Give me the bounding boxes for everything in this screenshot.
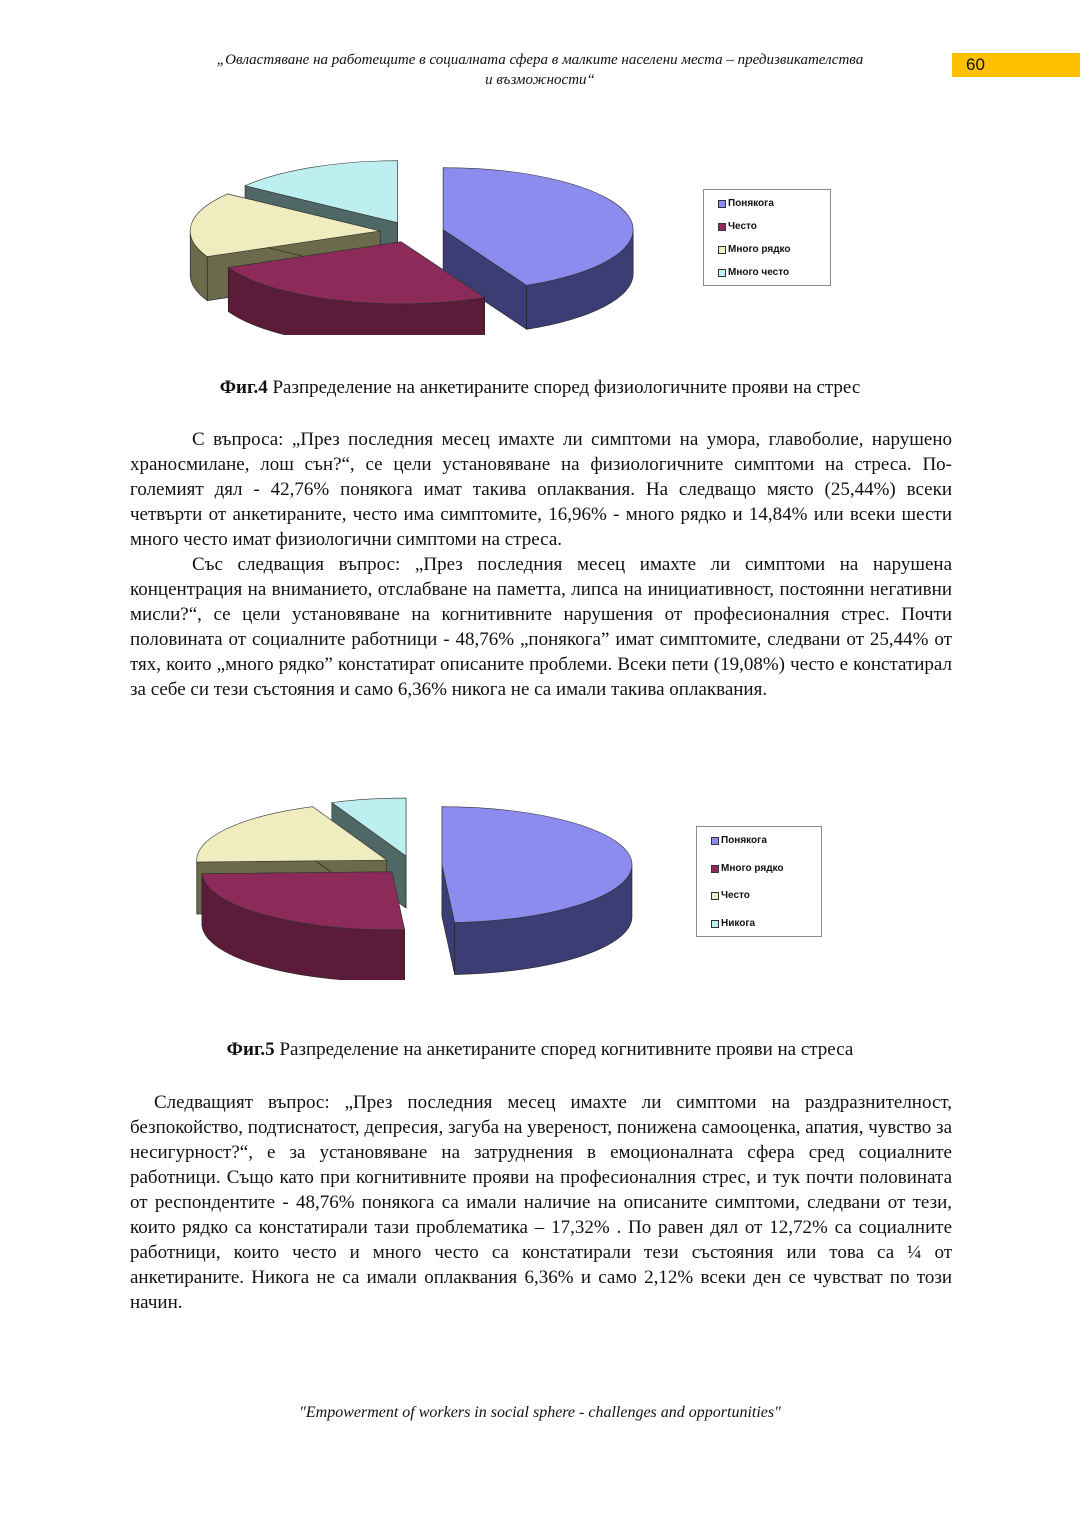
header-title-line2: и възможности“ bbox=[485, 72, 595, 88]
paragraph-physiological: С въпроса: „През последния месец имахте ли симптоми на умора, главоболие, нарушено храносмилане, лош сън?“, се цели установяване на физиологичните симптоми на стреса. По-големият дял - 42,76% понякога имат такива оплаквания. На следващо място (25,44%) всеки четвърти от анкетираните, често има симптомите, 16,96% - много рядко и 14,84% или всеки шести много често имат физиологични симптоми на стреса. bbox=[130, 429, 952, 550]
pie-slice-0 bbox=[442, 807, 632, 975]
running-footer: "Empowerment of workers in social sphere - challenges and opportunities" bbox=[299, 1404, 781, 1421]
figure4-legend bbox=[703, 189, 831, 286]
figure5-legend bbox=[696, 826, 822, 937]
legend-item bbox=[728, 196, 822, 219]
legend-swatch bbox=[718, 200, 726, 208]
legend-swatch bbox=[711, 865, 719, 873]
legend-swatch bbox=[718, 246, 726, 254]
legend-swatch bbox=[711, 837, 719, 845]
legend-item bbox=[728, 219, 822, 242]
legend-item bbox=[721, 861, 813, 889]
legend-label: Много често bbox=[728, 267, 790, 278]
legend-label: Често bbox=[728, 221, 757, 232]
legend-swatch bbox=[718, 223, 726, 231]
figure5-caption bbox=[130, 1038, 950, 1062]
legend-label: Често bbox=[721, 890, 750, 901]
legend-label: Понякога bbox=[721, 835, 767, 846]
legend-swatch bbox=[711, 920, 719, 928]
body-text-section-2 bbox=[130, 1090, 952, 1315]
legend-label: Никога bbox=[721, 917, 756, 929]
figure4-caption bbox=[130, 376, 950, 400]
legend-item bbox=[721, 916, 813, 944]
figure5-caption-label: Фиг.5 bbox=[226, 1039, 275, 1060]
legend-swatch bbox=[718, 269, 726, 277]
body-text-section-1 bbox=[130, 427, 952, 702]
figure4-caption-label: Фиг.4 bbox=[219, 377, 268, 398]
paragraph-emotional: Следващият въпрос: „През последния месец имахте ли симптоми на раздразнителност, безпокойство, подтиснатост, депресия, загуба на увереност, понижена самооценка, апатия, чувство за несигурност?“, е за установяване на затруднения в емоционалната сфера сред социалните работници. Също като при когнитивните прояви на професионалния стрес, и тук почти половината от респондентите - 48,76% понякога са имали наличие на описаните симптоми, следвани от тези, които рядко са констатирали тази проблематика – 17,32% . По равен дял от 12,72% са социалните работници, които често и много често са констатирали тези състояния или това са ¼ от анкетираните. Никога не са имали оплаквания 6,36% и само 2,12% всеки ден се чувстват по този начин. bbox=[130, 1092, 952, 1313]
legend-label: Понякога bbox=[728, 198, 774, 209]
legend-item bbox=[728, 265, 822, 288]
figure4-caption-text: Разпределение на анкетираните според физиологичните прояви на стрес bbox=[267, 377, 861, 398]
header-title-line1: „Овластяване на работещите в социалната сфера в малките населени места – предизвикателства bbox=[216, 52, 864, 68]
legend-item bbox=[728, 242, 822, 265]
pie-slice-1 bbox=[202, 872, 405, 980]
figure5-caption-text: Разпределение на анкетираните според когнитивните прояви на стреса bbox=[274, 1039, 854, 1060]
paragraph-cognitive: Със следващия въпрос: „През последния месец имахте ли симптоми на нарушена концентрация на вниманието, отслабване на паметта, липса на инициативност, постоянни негативни мисли?“, се цели установяване на когнитивните нарушения от професионалния стрес. Почти половината от социалните работници - 48,76% „понякога” имат симптомите, следвани от 25,44% от тях, които „много рядко” констатират описаните проблеми. Всеки пети (19,08%) често е констатирал за себе си тези състояния и само 6,36% никога не са имали такива оплаквания. bbox=[130, 554, 952, 700]
legend-label: Много рядко bbox=[721, 862, 784, 874]
legend-swatch bbox=[711, 892, 719, 900]
legend-item bbox=[721, 833, 813, 861]
legend-item bbox=[721, 888, 813, 916]
running-header bbox=[130, 50, 950, 90]
legend-label: Много рядко bbox=[728, 244, 791, 255]
page-number: 60 bbox=[952, 53, 1080, 77]
